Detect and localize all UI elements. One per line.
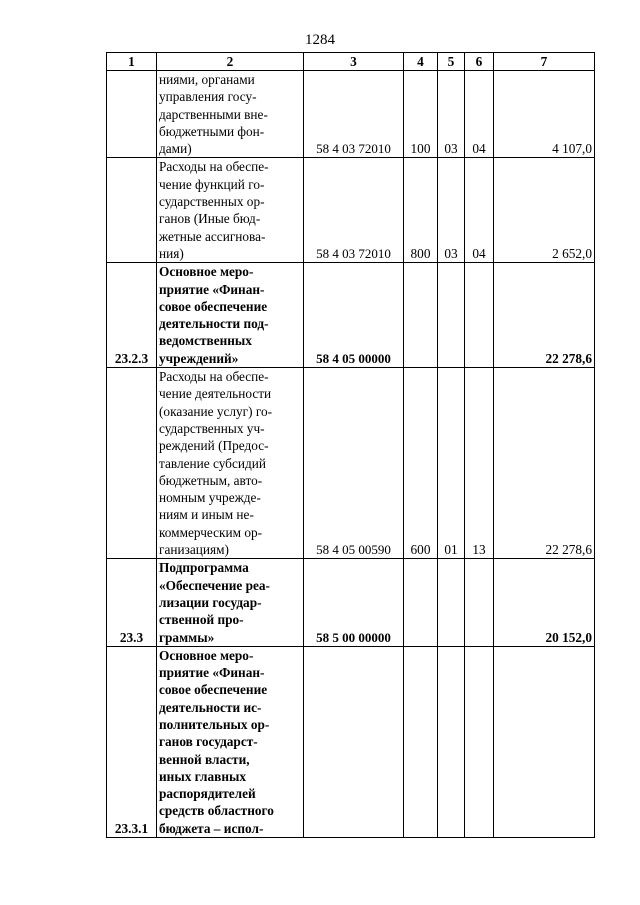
- row-name-line: полнительных ор-: [159, 716, 270, 732]
- row-col-6: 04: [465, 71, 494, 158]
- header-col-3: 3: [304, 53, 404, 71]
- table-row: [107, 559, 595, 646]
- row-name-line: Основное меро-: [159, 264, 254, 280]
- row-col-5: 03: [438, 158, 465, 263]
- row-col-5: 03: [438, 71, 465, 158]
- row-name: [157, 158, 304, 263]
- row-code: 58 4 05 00590: [304, 368, 404, 559]
- row-number: [107, 158, 157, 263]
- row-name-line: управления госу-: [159, 89, 257, 105]
- row-name-line: бюджетными фон-: [159, 123, 265, 139]
- row-sum: [494, 646, 595, 837]
- row-name-line: лизации государ-: [159, 594, 262, 610]
- row-number: 23.2.3: [107, 263, 157, 368]
- row-sum: 22 278,6: [494, 263, 595, 368]
- header-col-7: 7: [494, 53, 595, 71]
- budget-table: [106, 52, 595, 838]
- row-name-line: дарственными вне-: [159, 106, 268, 122]
- row-sum: 22 278,6: [494, 368, 595, 559]
- row-name-line: приятие «Финан-: [159, 281, 265, 297]
- row-col-4: 100: [404, 71, 438, 158]
- row-name-line: номным учрежде-: [159, 490, 261, 506]
- header-col-5: 5: [438, 53, 465, 71]
- row-name-line: коммерческим ор-: [159, 524, 263, 540]
- row-name-line: деятельности ис-: [159, 699, 262, 715]
- row-name-line: бюджета – испол-: [159, 820, 264, 836]
- table-row: [107, 158, 595, 263]
- row-col-4: [404, 263, 438, 368]
- row-name: [157, 646, 304, 837]
- row-col-4: [404, 646, 438, 837]
- row-name-line: Расходы на обеспе-: [159, 159, 269, 175]
- row-name-line: сударственных уч-: [159, 420, 265, 436]
- row-name-line: ганов государст-: [159, 734, 258, 750]
- row-name-line: средств областного: [159, 803, 274, 819]
- row-col-6: [465, 559, 494, 646]
- row-number: [107, 368, 157, 559]
- row-number: 23.3: [107, 559, 157, 646]
- row-code: 58 4 05 00000: [304, 263, 404, 368]
- row-name-line: венной власти,: [159, 751, 250, 767]
- row-name-line: совое обеспечение: [159, 682, 268, 698]
- row-number: 23.3.1: [107, 646, 157, 837]
- page-number: 1284: [305, 32, 335, 48]
- row-name-line: ниям и иным не-: [159, 507, 254, 523]
- row-name-line: совое обеспечение: [159, 298, 268, 314]
- row-name: [157, 368, 304, 559]
- row-name: [157, 559, 304, 646]
- row-name-line: ганов (Иные бюд-: [159, 211, 261, 227]
- row-name-line: реждений (Предос-: [159, 438, 269, 454]
- row-name-line: жетные ассигнова-: [159, 228, 266, 244]
- row-name-line: учреждений»: [159, 350, 239, 366]
- row-col-4: [404, 559, 438, 646]
- row-name-line: деятельности под-: [159, 316, 269, 332]
- row-code: [304, 646, 404, 837]
- row-sum: 20 152,0: [494, 559, 595, 646]
- row-col-4: 800: [404, 158, 438, 263]
- row-name-line: Основное меро-: [159, 647, 254, 663]
- row-name-line: чение функций го-: [159, 176, 265, 192]
- table-body: [107, 71, 595, 838]
- row-name-line: «Обеспечение реа-: [159, 577, 270, 593]
- row-number: [107, 71, 157, 158]
- row-name-line: распорядителей: [159, 786, 256, 802]
- row-name-line: тавление субсидий: [159, 455, 266, 471]
- row-code: 58 4 03 72010: [304, 71, 404, 158]
- row-code: 58 4 03 72010: [304, 158, 404, 263]
- row-name-line: Подпрограмма: [159, 560, 249, 576]
- row-col-5: [438, 559, 465, 646]
- row-name-line: приятие «Финан-: [159, 665, 265, 681]
- header-col-6: 6: [465, 53, 494, 71]
- table-row: [107, 263, 595, 368]
- row-col-6: 04: [465, 158, 494, 263]
- table-row: [107, 71, 595, 158]
- row-name-line: ния): [159, 245, 184, 261]
- row-name: [157, 71, 304, 158]
- row-col-6: [465, 263, 494, 368]
- row-col-6: [465, 646, 494, 837]
- header-col-1: 1: [107, 53, 157, 71]
- row-col-5: 01: [438, 368, 465, 559]
- row-name-line: ниями, органами: [159, 72, 255, 87]
- header-col-4: 4: [404, 53, 438, 71]
- row-name-line: ведомственных: [159, 333, 252, 349]
- row-name-line: граммы»: [159, 629, 215, 645]
- row-name-line: Расходы на обеспе-: [159, 369, 269, 385]
- row-name-line: иных главных: [159, 768, 247, 784]
- row-col-5: [438, 646, 465, 837]
- row-name-line: ганизациям): [159, 542, 229, 558]
- header-row: [107, 53, 595, 71]
- table-row: [107, 646, 595, 837]
- row-name-line: чение деятельности: [159, 386, 272, 402]
- row-col-5: [438, 263, 465, 368]
- row-name-line: (оказание услуг) го-: [159, 403, 273, 419]
- row-name-line: ственной про-: [159, 612, 244, 628]
- row-code: 58 5 00 00000: [304, 559, 404, 646]
- row-name-line: бюджетным, авто-: [159, 472, 263, 488]
- row-name: [157, 263, 304, 368]
- table-row: [107, 368, 595, 559]
- row-sum: 2 652,0: [494, 158, 595, 263]
- row-col-6: 13: [465, 368, 494, 559]
- row-col-4: 600: [404, 368, 438, 559]
- row-name-line: сударственных ор-: [159, 194, 265, 210]
- header-col-2: 2: [157, 53, 304, 71]
- row-name-line: дами): [159, 141, 192, 157]
- row-sum: 4 107,0: [494, 71, 595, 158]
